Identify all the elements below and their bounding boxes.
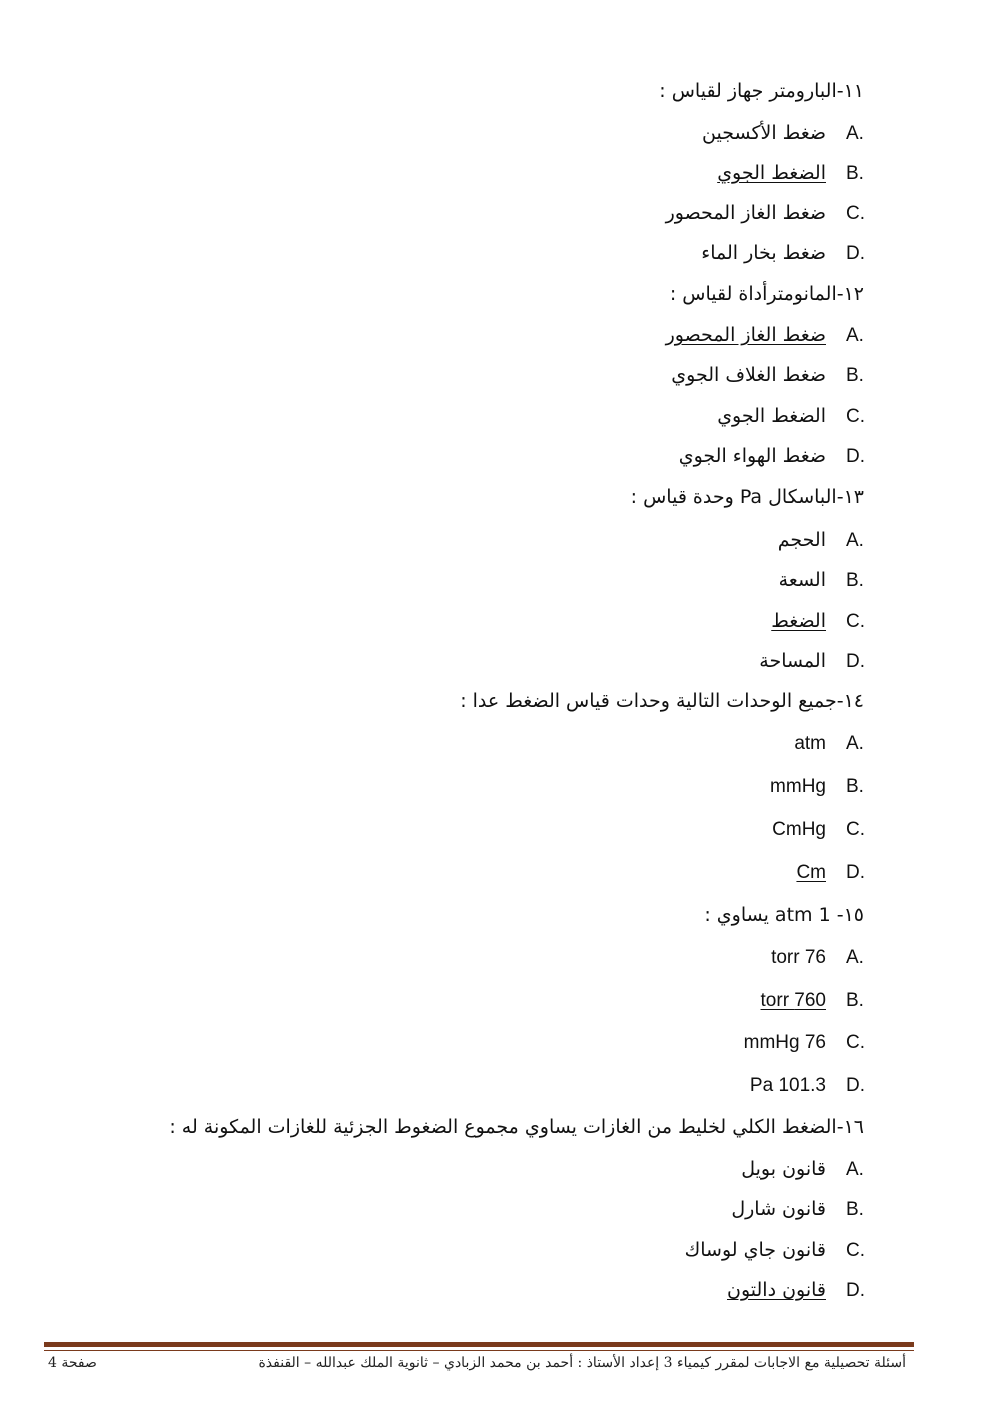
option-letter: B. <box>846 1199 864 1220</box>
option-row <box>771 945 864 971</box>
option-letter: C. <box>846 1240 865 1261</box>
footer-page-number: صفحة 4 <box>48 1355 97 1371</box>
option-letter: B. <box>846 990 864 1011</box>
option-letter: D. <box>846 651 865 672</box>
option-letter: D. <box>846 862 865 883</box>
option-row <box>750 1073 864 1099</box>
option-text: ضغط بخار الماء <box>701 242 826 264</box>
option-row <box>717 160 864 187</box>
option-text: 101.3 Pa <box>749 1075 826 1096</box>
option-row <box>727 1277 864 1304</box>
option-text-correct: الضغط <box>771 610 826 632</box>
option-text: قانون بويل <box>741 1158 826 1180</box>
option-row <box>771 608 864 635</box>
option-letter: C. <box>846 611 865 632</box>
footer-text: أسئلة تحصيلية مع الاجابات لمقرر كيمياء 3 إعداد الأستاذ : أحمد بن محمد الزبادي – ثانوية الملك عبدالله – القنفذة <box>258 1355 906 1371</box>
question-stem: ١٢-المانومترأداة لقياس : <box>669 283 864 305</box>
option-row <box>744 1030 864 1056</box>
option-row <box>666 200 864 227</box>
option-letter: D. <box>846 446 865 467</box>
option-letter: A. <box>846 947 864 968</box>
option-row <box>796 860 864 886</box>
option-letter: D. <box>846 243 865 264</box>
footer-rule-thin <box>44 1350 914 1351</box>
option-row <box>759 648 864 675</box>
option-row <box>779 567 864 594</box>
option-row <box>717 403 864 430</box>
option-row <box>671 362 864 389</box>
option-text: ضغط الغاز المحصور <box>665 202 826 224</box>
option-row <box>679 443 864 470</box>
question-stem: ١١-البارومتر جهاز لقياس : <box>659 80 864 102</box>
option-row <box>702 120 864 147</box>
option-letter: B. <box>846 365 864 386</box>
option-text: 76 mmHg <box>743 1032 826 1053</box>
option-text: قانون شارل <box>731 1198 826 1220</box>
option-text: CmHg <box>772 819 826 840</box>
option-row <box>772 817 864 843</box>
option-text: ضغط الأكسجين <box>702 122 826 144</box>
option-text-correct: الضغط الجوي <box>717 162 826 184</box>
option-row <box>731 1196 864 1223</box>
option-letter: B. <box>846 163 864 184</box>
option-letter: A. <box>846 123 864 144</box>
option-text-correct: ضغط الغاز المحصور <box>665 324 826 346</box>
option-letter: B. <box>846 776 864 797</box>
question-stem: ١٥- 1 atm يساوي : <box>704 904 864 926</box>
option-text: 76 torr <box>771 947 826 968</box>
option-letter: C. <box>846 819 865 840</box>
option-letter: D. <box>846 1280 865 1301</box>
option-letter: A. <box>846 530 864 551</box>
question-stem: ١٦-الضغط الكلي لخليط من الغازات يساوي مجموع الضغوط الجزئية للغازات المكونة له : <box>169 1116 864 1138</box>
option-text: الضغط الجوي <box>717 405 826 427</box>
option-row <box>666 322 864 349</box>
option-text-correct: Cm <box>796 862 826 883</box>
question-stem: ١٤-جميع الوحدات التالية وحدات قياس الضغط عدا : <box>460 690 864 712</box>
option-text: الحجم <box>777 529 826 551</box>
option-text: قانون جاي لوساك <box>684 1239 826 1261</box>
option-letter: A. <box>846 1159 864 1180</box>
option-letter: C. <box>846 406 865 427</box>
option-text: atm <box>794 733 826 754</box>
option-row <box>761 988 864 1014</box>
option-text: المساحة <box>759 650 826 672</box>
option-text: ضغط الهواء الجوي <box>678 445 826 467</box>
option-text-correct: قانون دالتون <box>727 1279 826 1301</box>
option-letter: D. <box>846 1075 865 1096</box>
option-text: mmHg <box>770 776 826 797</box>
option-row <box>701 240 864 267</box>
option-text: السعة <box>778 569 826 591</box>
question-stem: ١٣-الباسكال Pa وحدة قياس : <box>630 486 864 508</box>
option-letter: A. <box>846 325 864 346</box>
option-row <box>770 774 864 800</box>
option-row <box>685 1237 864 1264</box>
option-text: ضغط الغلاف الجوي <box>671 364 826 386</box>
option-letter: A. <box>846 733 864 754</box>
option-row <box>794 731 864 757</box>
footer-rule-thick <box>44 1342 914 1347</box>
option-row <box>778 527 864 554</box>
option-letter: C. <box>846 203 865 224</box>
option-letter: B. <box>846 570 864 591</box>
option-letter: C. <box>846 1032 865 1053</box>
option-row <box>741 1156 864 1183</box>
option-text-correct: 760 torr <box>760 990 826 1011</box>
